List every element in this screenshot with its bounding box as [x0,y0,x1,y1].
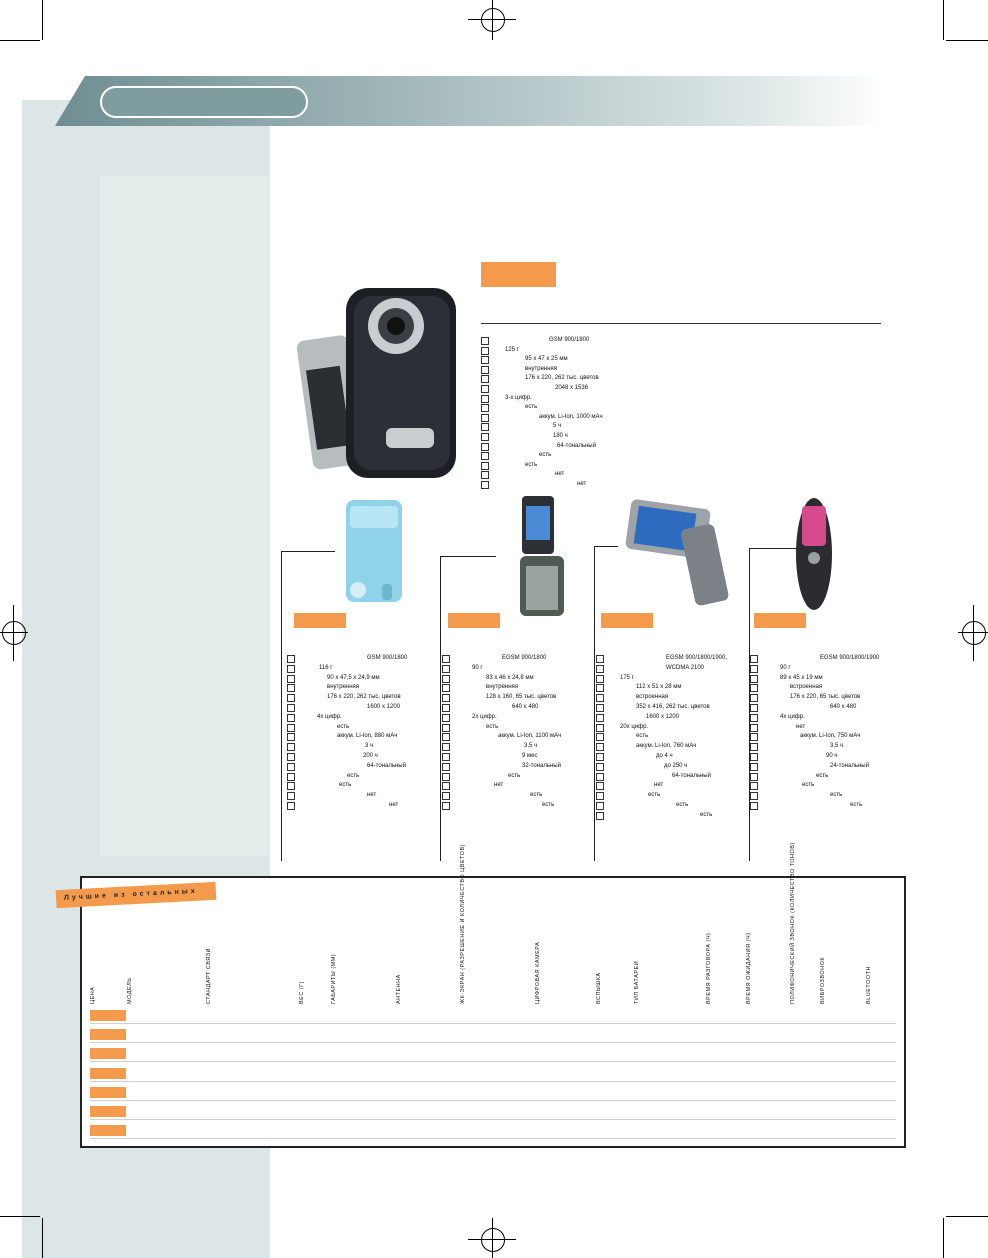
spec-value: нет [796,723,806,730]
spec-bullet [442,665,450,673]
spec-bullet [750,684,758,692]
spec-value: GSM 900/1800 [549,337,590,343]
spec-bullet [442,773,450,781]
spec-bullet [481,337,489,345]
spec-value: 5 ч [553,423,562,430]
spec-value: 2048 x 1536 [555,385,589,391]
spec-value: нет [494,782,504,789]
spec-bullet [481,462,489,470]
spec-bullet [596,733,604,741]
spec-value: есть [486,723,499,730]
spec-bullet [596,684,604,692]
phone-photo-1 [338,494,410,604]
spec-value: есть [337,723,350,730]
table-column-header: ЖК-ЭКРАН (РАЗРЕШЕНИЕ И КОЛИЧЕСТВО ЦВЕТОВ) [460,844,466,1004]
crop-mark [468,19,516,20]
spec-bullet [750,743,758,751]
spec-bullet [287,704,295,712]
spec-value: 175 г [620,674,634,681]
spec-value: 2х цифр. [472,713,497,720]
price-badge-4 [754,613,806,628]
spec-value: аккум. Li-Ion, 1000 мАч [539,413,603,420]
crop-mark [0,632,28,633]
spec-value: 90 г [780,664,791,671]
spec-bullet [596,812,604,820]
column-divider [594,546,595,861]
spec-bullet [481,404,489,412]
spec-bullet [287,724,295,732]
table-column-header: ВСПЫШКА [596,972,602,1004]
spec-bullet [287,782,295,790]
crop-mark [943,0,944,40]
spec-bullet [287,733,295,741]
header-pill [100,86,308,118]
spec-bullet [596,753,604,761]
spec-bullet [287,753,295,761]
crop-mark [943,1218,944,1258]
price-badge-2 [448,613,500,628]
spec-bullet [596,714,604,722]
crop-mark [468,1239,516,1240]
spec-value: 64-тональный [557,442,596,449]
column-divider [281,551,282,861]
crop-mark [0,1216,40,1217]
spec-bullet [750,763,758,771]
spec-value: есть [525,404,538,411]
spec-value: 20х цифр. [620,723,649,730]
spec-bullet [287,655,295,663]
table-column-header: ТИП БАТАРЕИ [634,960,640,1004]
spec-bullet [481,347,489,355]
column-divider [594,546,618,547]
spec-value: 4х цифр. [780,713,805,720]
registration-mark-icon [962,621,986,645]
spec-value: 9 мес [522,753,538,759]
spec-value: есть [648,792,661,799]
spec-bullet [750,773,758,781]
spec-bullet [481,356,489,364]
spec-value: встроенная [790,684,823,691]
inner-panel [100,176,270,856]
spec-bullet [596,782,604,790]
registration-mark-icon [481,1228,505,1252]
spec-value: есть [530,792,543,799]
table-column-header: ВРЕМЯ РАЗГОВОРА (Ч) [706,932,712,1004]
table-column-header: ПОЛИФОНИЧЕСКИЙ ЗВОНОК (КОЛИЧЕСТВО ТОНОВ) [790,842,796,1004]
spec-bullet [481,471,489,479]
spec-value: GSM 900/1800 [367,655,408,661]
spec-value: 3,5 ч [830,743,844,750]
spec-value: 83 x 46 x 24,8 мм [486,674,534,681]
spec-value: есть [816,772,829,779]
spec-value: 64-тональный [367,762,406,769]
crop-mark [946,1216,988,1217]
spec-bullet [287,743,295,751]
spec-bullet [596,655,604,663]
crop-mark [946,40,988,41]
table-column-header: СТАНДАРТ СВЯЗИ [206,947,212,1004]
table-column-header: BLUETOOTH [866,965,872,1004]
spec-value: 128 x 160, 65 тыс. цветов [486,694,557,701]
spec-value: 1600 x 1200 [367,704,401,710]
spec-value: нет [389,802,399,808]
spec-bullet [287,763,295,771]
spec-bullet [442,733,450,741]
comparison-table [80,876,906,1148]
table-column-header: ВЕС (Г) [299,981,305,1004]
crop-mark [492,0,493,40]
price-badge-3 [601,613,653,628]
registration-mark-icon [2,621,26,645]
spec-value: внутренняя [327,684,360,691]
spec-bullet [442,675,450,683]
spec-value: аккум. Li-Ion, 880 мАч [337,733,398,740]
spec-value: аккум. Li-Ion, 750 мАч [800,733,861,740]
spec-value: есть [347,772,360,779]
spec-bullet [481,433,489,441]
spec-value: 1600 x 1200 [646,713,680,720]
spec-value: есть [802,782,815,789]
spec-bullet [596,773,604,781]
spec-bullet [596,792,604,800]
spec-value: 90 г [472,664,483,671]
spec-value: 116 г [319,664,333,671]
spec-value: 200 ч [363,753,378,759]
spec-value: 640 x 480 [830,704,857,710]
spec-bullet [481,385,489,393]
spec-value: EGSM 900/1800/1900, [666,655,728,661]
spec-value: есть [830,792,843,799]
spec-bullet [287,802,295,810]
spec-bullet [750,714,758,722]
spec-bullet [287,694,295,702]
spec-value: 112 x 51 x 28 мм [636,684,682,691]
spec-bullet [442,782,450,790]
column-divider [281,551,335,552]
registration-mark-icon [481,8,505,32]
spec-value: встроенная [636,694,669,701]
table-column-header: ВРЕМЯ ОЖИДАНИЯ (Ч) [746,932,752,1004]
spec-value: до 4 ч [656,753,673,759]
phone-spec-list-3 [596,654,744,824]
crop-mark [13,605,14,661]
spec-bullet [287,714,295,722]
spec-value: 176 x 220, 262 тыс. цветов [525,375,599,382]
spec-value: есть [508,772,521,779]
price-badge-1 [294,613,346,628]
spec-value: EGSM 900/1800/1900 [820,655,880,661]
spec-value: 90 x 47,5 x 24,9 мм [327,674,380,681]
spec-value: аккум. Li-Ion, 760 мАч [636,743,697,750]
crop-mark [42,0,43,40]
spec-value: 3 ч [365,743,374,750]
spec-bullet [287,792,295,800]
spec-value: 90 ч [826,753,838,759]
phone-photo-3 [624,496,736,608]
spec-value: 640 x 480 [512,704,539,710]
spec-bullet [750,675,758,683]
table-title: Лучшие из остальных [56,882,217,908]
spec-bullet [481,366,489,374]
spec-value: аккум. Li-Ion, 1100 мАч [498,733,562,740]
spec-bullet [481,414,489,422]
spec-bullet [442,753,450,761]
crop-mark [42,1218,43,1258]
spec-value: есть [700,811,713,818]
spec-value: внутренняя [525,365,558,372]
spec-value: 24-тональный [830,762,869,769]
spec-value: нет [555,471,565,478]
spec-value: EGSM 900/1800 [502,655,547,661]
phone-spec-list-4 [750,654,898,824]
spec-bullet [750,665,758,673]
spec-value: 64-тональный [672,772,711,779]
spec-bullet [596,724,604,732]
spec-bullet [442,694,450,702]
spec-value: 32-тональный [522,762,561,769]
table-column-header: ЦИФРОВАЯ КАМЕРА [535,941,541,1004]
crop-mark [492,1218,493,1258]
spec-bullet [481,395,489,403]
spec-value: внутренняя [486,684,519,691]
spec-bullet [596,802,604,810]
spec-value: 89 x 45 x 19 мм [780,674,823,681]
spec-value: есть [676,802,689,808]
spec-bullet [750,724,758,732]
spec-value: есть [539,452,552,459]
spec-bullet [287,665,295,673]
phone-photo-4 [794,496,834,612]
spec-value: нет [367,792,377,799]
spec-value: 176 x 220, 262 тыс. цветов [327,694,401,701]
spec-bullet [750,704,758,712]
spec-value: до 250 ч [664,762,688,769]
spec-value: 180 ч [553,433,568,439]
phone-spec-list-1 [287,654,435,824]
main-price-badge [481,262,556,287]
spec-bullet [442,802,450,810]
spec-bullet [442,792,450,800]
spec-bullet [750,694,758,702]
main-spec-list [481,336,901,496]
spec-value: 3,5 ч [524,743,538,750]
spec-bullet [596,675,604,683]
spec-bullet [442,743,450,751]
divider [481,323,881,324]
spec-bullet [442,704,450,712]
column-divider [440,556,441,861]
spec-value: 3-х цифр. [505,394,532,401]
spec-value: есть [850,802,863,808]
crop-mark [973,605,974,661]
spec-bullet [596,694,604,702]
spec-bullet [287,675,295,683]
spec-bullet [442,655,450,663]
spec-value: 125 г [505,346,519,353]
spec-bullet [481,481,489,489]
table-column-header: МОДЕЛЬ [127,977,133,1004]
table-column-header: ГАБАРИТЫ (ММ) [331,953,337,1004]
phone-spec-list-2 [442,654,590,824]
column-divider [749,548,799,549]
spec-value: нет [577,481,587,487]
spec-bullet [481,423,489,431]
spec-value: 4х цифр. [317,713,342,720]
spec-bullet [287,684,295,692]
spec-bullet [287,773,295,781]
spec-value: есть [542,802,555,808]
spec-bullet [750,733,758,741]
spec-value: 95 x 47 x 25 мм [525,356,568,363]
spec-value: 352 x 416, 262 тыс. цветов [636,704,710,710]
spec-value: есть [636,733,649,740]
spec-bullet [750,802,758,810]
phone-photo-2 [512,494,572,620]
spec-value: WCDMA 2100 [666,664,705,671]
spec-bullet [442,724,450,732]
spec-value: 176 x 220, 65 тыс. цветов [790,694,861,701]
spec-bullet [596,743,604,751]
spec-bullet [750,792,758,800]
spec-bullet [442,684,450,692]
spec-bullet [596,704,604,712]
spec-bullet [481,375,489,383]
table-column-header: ВИБРОЗВОНОК [820,956,826,1004]
main-phone-photo [296,278,466,488]
spec-bullet [750,753,758,761]
spec-bullet [750,655,758,663]
spec-bullet [481,443,489,451]
table-column-header: ЦЕНА [90,986,96,1004]
spec-bullet [442,763,450,771]
crop-mark [0,40,40,41]
spec-bullet [481,452,489,460]
spec-value: есть [339,782,352,789]
spec-value: есть [525,461,538,468]
spec-bullet [596,665,604,673]
spec-bullet [750,782,758,790]
spec-value: нет [654,782,664,789]
spec-bullet [442,714,450,722]
column-divider [440,556,496,557]
table-column-header: АНТЕННА [396,974,402,1004]
spec-bullet [596,763,604,771]
